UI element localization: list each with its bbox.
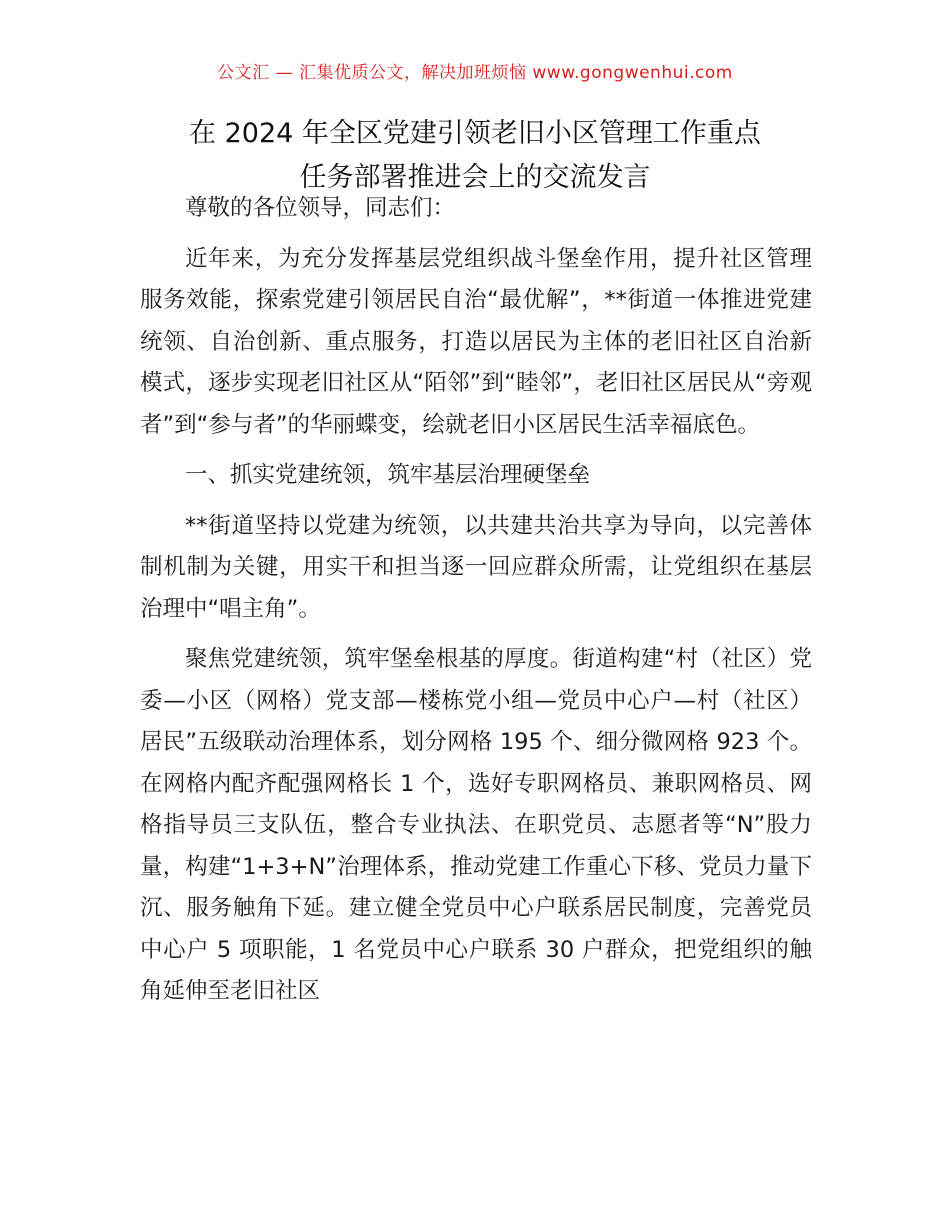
document-title <box>110 112 840 200</box>
paragraph-party-leadership: 聚焦党建统领，筑牢堡垒根基的厚度。街道构建“村（社区）党委—小区（网格）党支部—楼栋党小组—党员中心户—村（社区）居民”五级联动治理体系，划分网格 195 个、细分微网格 923 个。在网格内配齐配强网格长 1 个，选好专职网格员、兼职网格员、网格指导员三支队伍，整合专业执法、在职党员、志愿者等“N”股力量，构建“1+3+N”治理体系，推动党建工作重心下移、党员力量下沉、服务触角下延。建立健全党员中心户联系居民制度，完善党员中心户 5 项职能，1 名党员中心户联系 30 户群众，把党组织的触角延伸至老旧社区 <box>140 646 812 1004</box>
salutation: 尊敬的各位领导，同志们： <box>185 195 456 221</box>
title-line-2: 任务部署推进会上的交流发言 <box>299 162 651 193</box>
paragraph-section-1-summary: **街道坚持以党建为统领，以共建共治共享为导向，以完善体制机制为关键，用实干和担当逐一回应群众所需，让党组织在基层治理中“唱主角”。 <box>140 512 812 622</box>
site-banner: 公文汇 — 汇集优质公文，解决加班烦恼 www.gongwenhui.com <box>217 63 733 83</box>
paragraph-intro: 近年来，为充分发挥基层党组织战斗堡垒作用，提升社区管理服务效能，探索党建引领居民自治“最优解”，**街道一体推进党建统领、自治创新、重点服务，打造以居民为主体的老旧社区自治新模式，逐步实现老旧社区从“陌邻”到“睦邻”，老旧社区居民从“旁观者”到“参与者”的华丽蝶变，绘就老旧小区居民生活幸福底色。 <box>140 245 812 438</box>
document-body <box>140 188 812 1022</box>
section-heading-1: 一、抓实党建统领，筑牢基层治理硬堡垒 <box>185 462 591 488</box>
title-line-1: 在 2024 年全区党建引领老旧小区管理工作重点 <box>189 118 761 149</box>
